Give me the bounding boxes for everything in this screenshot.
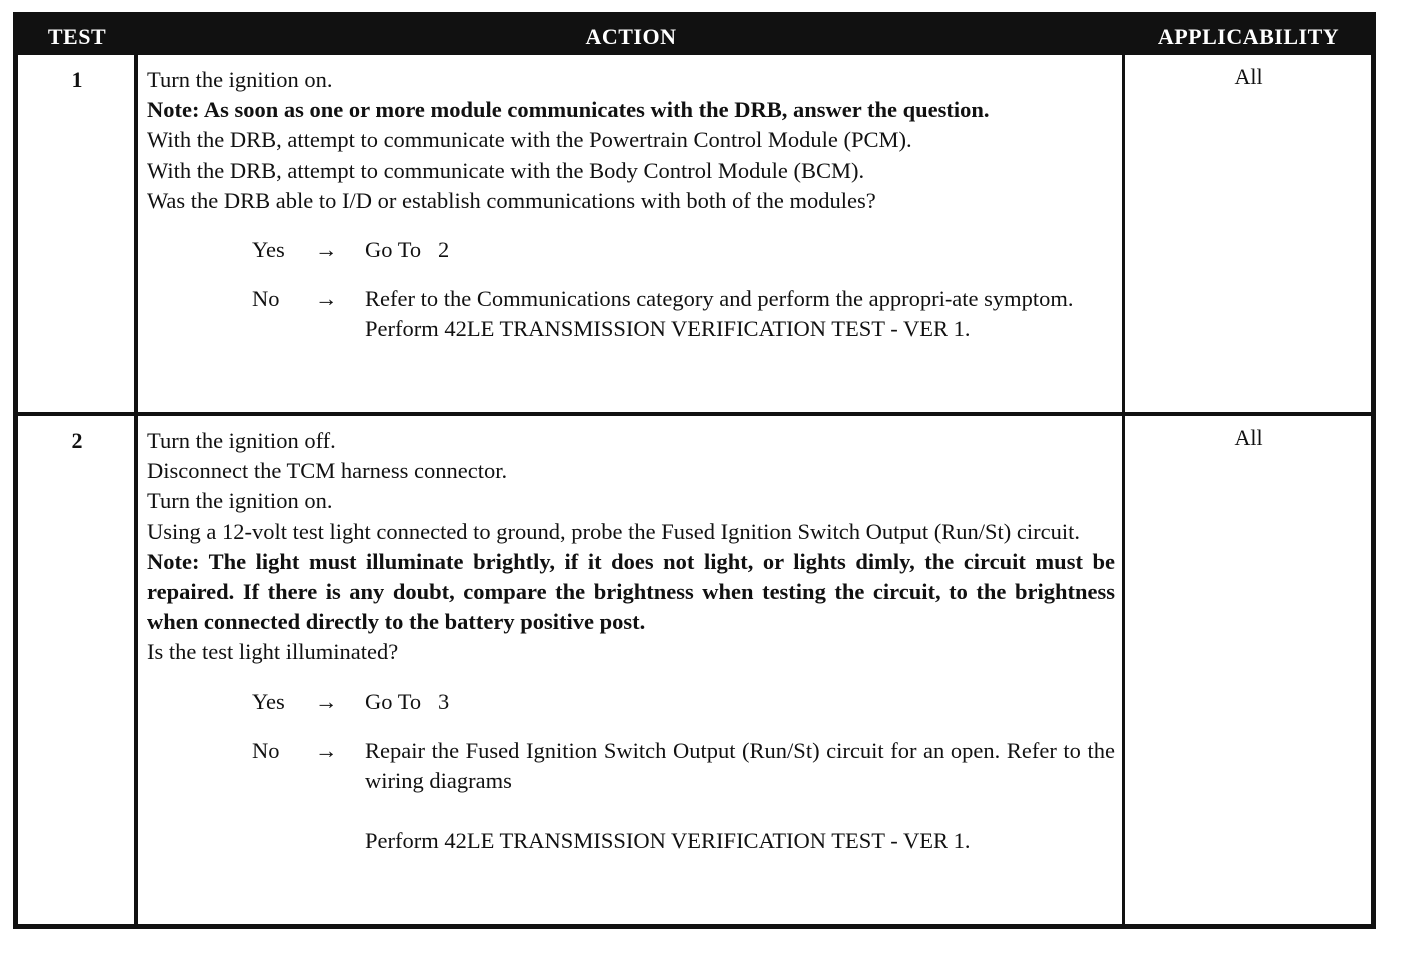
table-row (18, 55, 1371, 412)
action-cell (147, 65, 1115, 345)
header-action: ACTION (585, 24, 677, 49)
yes-label: Yes (252, 237, 285, 263)
action-step: Using a 12-volt test light connected to ground, probe the Fused Ignition Switch Output (Run/St) circuit. (147, 518, 1081, 544)
table-row (18, 416, 1371, 924)
no-branch (147, 736, 1115, 857)
action-step: With the DRB, attempt to communicate with the Powertrain Control Module (PCM). (147, 127, 912, 153)
test-number: 2 (71, 428, 83, 453)
no-result: Refer to the Communications category and perform the appropri-ate symptom. (365, 286, 1074, 312)
action-step: With the DRB, attempt to communicate with the Body Control Module (BCM). (147, 157, 865, 183)
verification-instruction: Perform 42LE TRANSMISSION VERIFICATION TEST - VER 1. (365, 316, 971, 342)
table-header (18, 17, 1371, 55)
yes-result: Go To 2 (365, 237, 450, 263)
action-step: Turn the ignition off. (147, 428, 336, 453)
no-label: No (252, 737, 280, 763)
applicability-value: All (1234, 64, 1263, 89)
no-branch (147, 284, 1115, 344)
no-result: Repair the Fused Ignition Switch Output (Run/St) circuit for an open. Refer to the wiring diagrams (365, 737, 1115, 794)
arrow-right-icon: → (315, 688, 338, 714)
diagnostic-test-table (13, 12, 1376, 929)
action-cell (147, 426, 1115, 856)
arrow-right-icon: → (315, 286, 338, 312)
action-note: Note: As soon as one or more module communicates with the DRB, answer the question. (147, 97, 990, 123)
action-question: Is the test light illuminated? (147, 639, 399, 665)
no-label: No (252, 286, 280, 312)
yes-branch (147, 687, 1115, 717)
yes-branch (147, 235, 1115, 265)
verification-instruction: Perform 42LE TRANSMISSION VERIFICATION TEST - VER 1. (365, 828, 971, 854)
header-applicability: APPLICABILITY (1157, 24, 1340, 49)
action-step: Disconnect the TCM harness connector. (147, 458, 508, 484)
action-step: Turn the ignition on. (147, 488, 333, 514)
action-note: Note: The light must illuminate brightly, if it does not light, or lights dimly, the circuit must be repaired. If there is any doubt, compare the brightness when testing the circuit, to the brightness when connected directly to the battery positive post. (147, 548, 1115, 635)
yes-label: Yes (252, 688, 285, 714)
action-step: Turn the ignition on. (147, 67, 333, 92)
header-test: TEST (47, 24, 107, 49)
arrow-right-icon: → (315, 237, 338, 263)
action-question: Was the DRB able to I/D or establish communications with both of the modules? (147, 187, 876, 213)
yes-result: Go To 3 (365, 688, 450, 714)
applicability-value: All (1234, 425, 1263, 450)
test-number: 1 (71, 67, 83, 92)
arrow-right-icon: → (315, 737, 338, 763)
